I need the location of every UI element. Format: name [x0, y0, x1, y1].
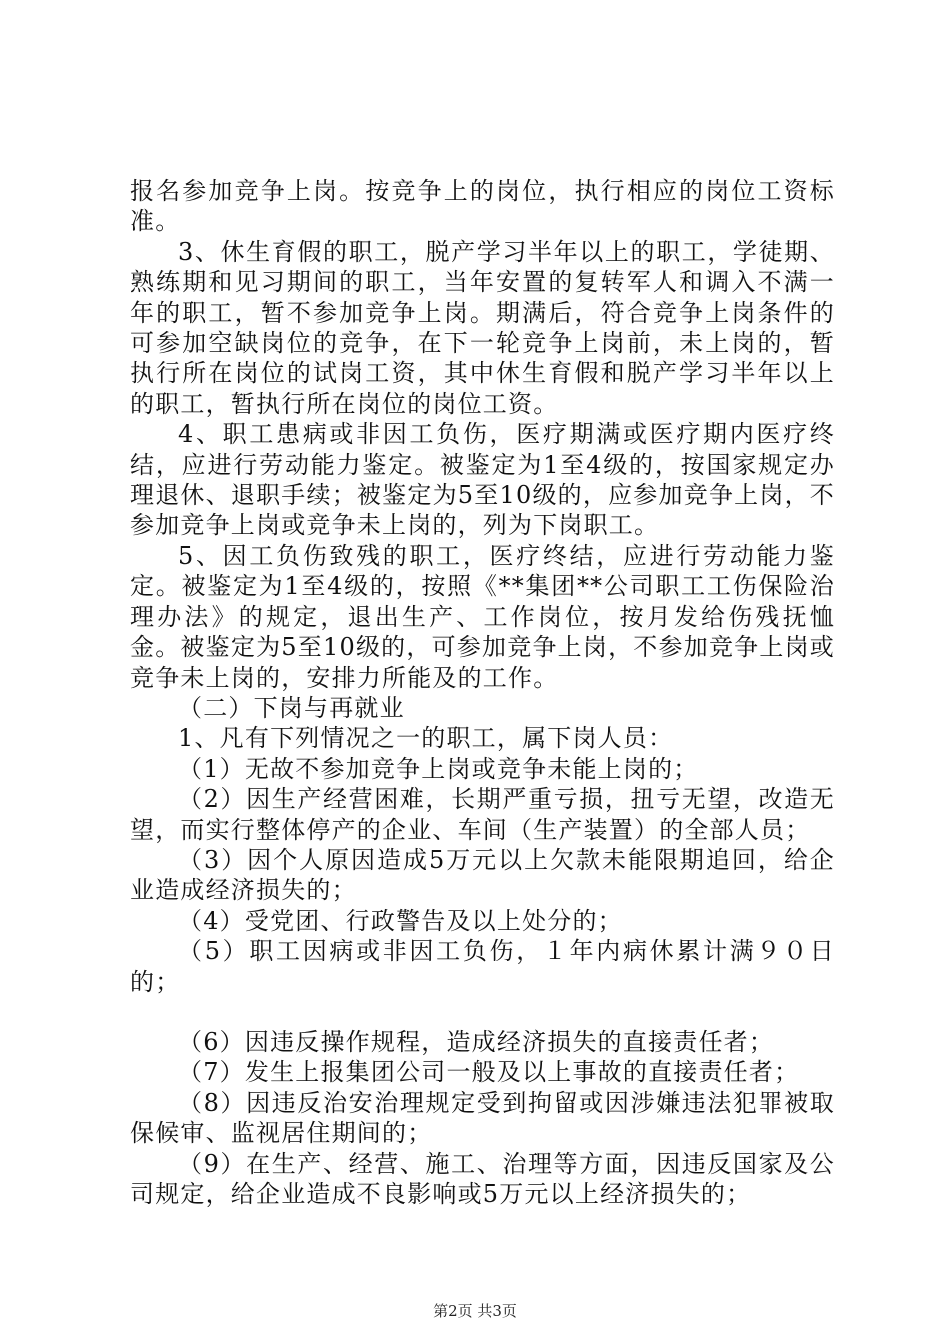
- list-item-3: （3）因个人原因造成5万元以上欠款未能限期追回，给企业造成经济损失的；: [130, 845, 835, 905]
- page-footer: 第2页 共3页: [433, 1302, 517, 1320]
- list-item-9: （9）在生产、经营、施工、治理等方面，因违反国家及公司规定，给企业造成不良影响或5万元以上经济损失的；: [130, 1149, 835, 1208]
- paragraph-item-5: 5、因工负伤致残的职工，医疗终结，应进行劳动能力鉴定。被鉴定为1至4级的，按照《**集团**公司职工工伤保险治理办法》的规定，退出生产、工作岗位，按月发给伤残抚恤金。被鉴定为5至10级的，可参加竞争上岗，不参加竞争上岗或竞争未上岗的，安排力所能及的工作。: [130, 541, 835, 692]
- list-item-4: （4）受党团、行政警告及以上处分的；: [178, 906, 623, 935]
- list-item-8: （8）因违反治安治理规定受到拘留或因涉嫌违法犯罪被取保候审、监视居住期间的；: [130, 1088, 835, 1148]
- document-body: [130, 176, 835, 1209]
- blank-line: [130, 997, 835, 1027]
- list-item-5: （5）职工因病或非因工负伤，１年内病休累计满９０日的；: [130, 937, 835, 996]
- list-item-6: （6）因违反操作规程，造成经济损失的直接责任者；: [178, 1027, 775, 1056]
- list-item-7: （7）发生上报集团公司一般及以上事故的直接责任者；: [178, 1058, 800, 1087]
- list-item-2: （2）因生产经营困难，长期严重亏损，扭亏无望，改造无望，而实行整体停产的企业、车间（生产装置）的全部人员；: [130, 785, 835, 844]
- list-item-1: （1）无故不参加竞争上岗或竞争未能上岗的；: [178, 754, 699, 783]
- section-heading: （二）下岗与再就业: [178, 693, 405, 722]
- paragraph-continuation: 报名参加竞争上岗。按竞争上的岗位，执行相应的岗位工资标准。: [130, 177, 835, 236]
- paragraph-item-4: 4、职工患病或非因工负伤，医疗期满或医疗期内医疗终结，应进行劳动能力鉴定。被鉴定为1至4级的，按国家规定办理退休、退职手续；被鉴定为5至10级的，应参加竞争上岗，不参加竞争上岗或竞争未上岗的，列为下岗职工。: [130, 420, 835, 540]
- paragraph-layoff-intro: 1、凡有下列情况之一的职工，属下岗人员：: [178, 724, 674, 753]
- paragraph-item-3: 3、休生育假的职工，脱产学习半年以上的职工，学徒期、熟练期和见习期间的职工，当年安置的复转军人和调入不满一年的职工，暂不参加竞争上岗。期满后，符合竞争上岗条件的可参加空缺岗位的竞争，在下一轮竞争上岗前，未上岗的，暂执行所在岗位的试岗工资，其中休生育假和脱产学习半年以上的职工，暂执行所在岗位的岗位工资。: [130, 237, 835, 418]
